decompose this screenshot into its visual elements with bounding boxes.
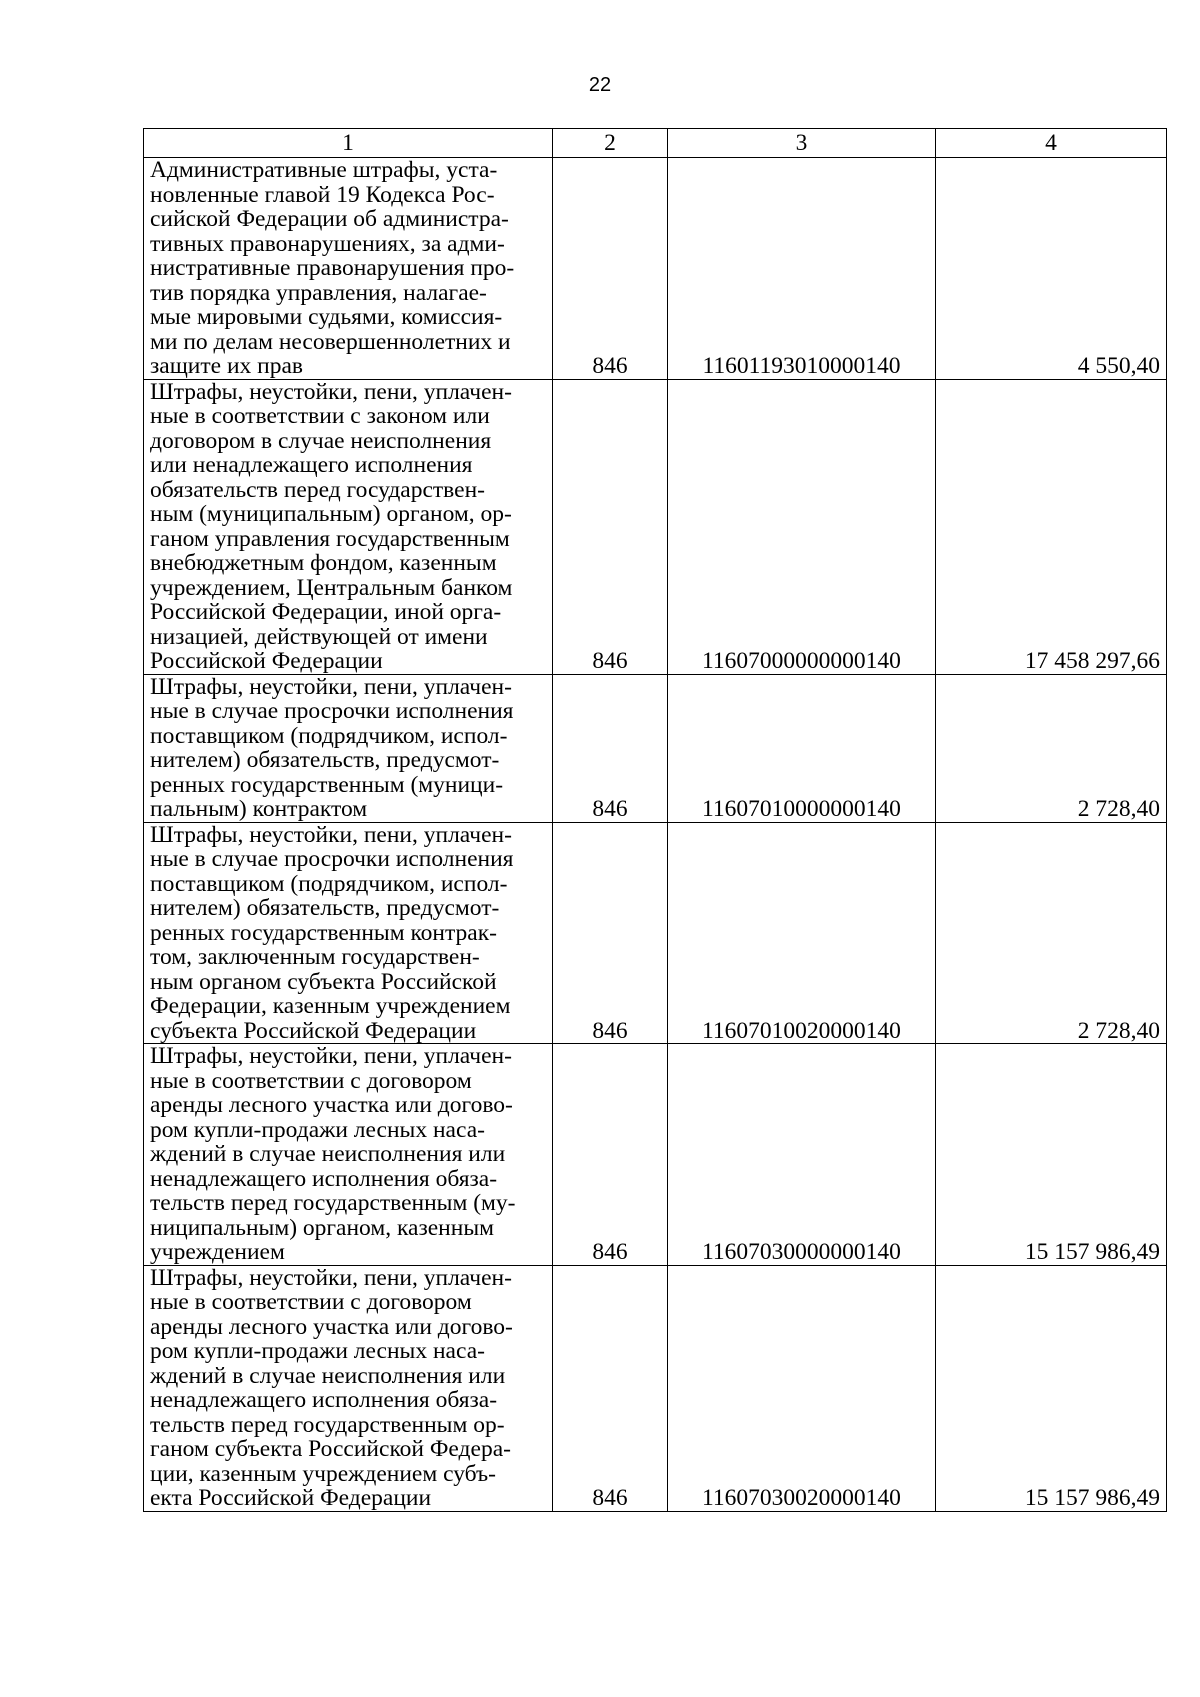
row-admin-code: 846 — [553, 379, 668, 674]
row-budget-code: 11607010000000140 — [668, 674, 936, 822]
row-admin-code: 846 — [553, 822, 668, 1044]
row-admin-code: 846 — [553, 1265, 668, 1511]
row-amount: 15 157 986,49 — [936, 1265, 1167, 1511]
row-description: Штрафы, неустойки, пени, уплачен- ные в соответствии с договором аренды лесного участка или догово- ром купли-продажи лесных наса- ждений в случае неисполнения или ненадлежащего исполнения обяза- тельств перед государственным ор- ганом субъекта Российской Федера- ции, казенным учреждением субъ- екта Российской Федерации — [144, 1265, 553, 1511]
table-row — [144, 1265, 1167, 1511]
row-budget-code: 11607030000000140 — [668, 1044, 936, 1266]
row-budget-code: 11601193010000140 — [668, 158, 936, 380]
row-amount: 17 458 297,66 — [936, 379, 1167, 674]
row-admin-code: 846 — [553, 674, 668, 822]
row-description: Штрафы, неустойки, пени, уплачен- ные в случае просрочки исполнения поставщиком (подрядчиком, испол- нителем) обязательств, предусмот- ренных государственным (муници- пальным) контрактом — [144, 674, 553, 822]
revenue-table — [143, 128, 1167, 1512]
row-amount: 2 728,40 — [936, 674, 1167, 822]
table-row — [144, 379, 1167, 674]
row-amount: 15 157 986,49 — [936, 1044, 1167, 1266]
table-row — [144, 822, 1167, 1044]
row-description: Административные штрафы, уста- новленные главой 19 Кодекса Рос- сийской Федерации об администра- тивных правонарушениях, за адми- нистративные правонарушения про- тив порядка управления, налагае- мые мировыми судьями, комиссия- ми по делам несовершеннолетних и защите их прав — [144, 158, 553, 380]
column-header-1: 1 — [144, 129, 553, 158]
column-header-2: 2 — [553, 129, 668, 158]
table-row — [144, 1044, 1167, 1266]
table-body — [144, 158, 1167, 1512]
page-number: 22 — [588, 74, 612, 96]
table-header — [144, 129, 1167, 158]
row-admin-code: 846 — [553, 158, 668, 380]
row-amount: 4 550,40 — [936, 158, 1167, 380]
column-header-4: 4 — [936, 129, 1167, 158]
row-budget-code: 11607030020000140 — [668, 1265, 936, 1511]
row-budget-code: 11607010020000140 — [668, 822, 936, 1044]
row-amount: 2 728,40 — [936, 822, 1167, 1044]
table-row — [144, 158, 1167, 380]
row-description: Штрафы, неустойки, пени, уплачен- ные в соответствии с законом или договором в случае неисполнения или ненадлежащего исполнения обязательств перед государствен- ным (муниципальным) органом, ор- ганом управления государственным внебюджетным фондом, казенным учреждением, Центральным банком Российской Федерации, иной орга- низацией, действующей от имени Российской Федерации — [144, 379, 553, 674]
row-description: Штрафы, неустойки, пени, уплачен- ные в случае просрочки исполнения поставщиком (подрядчиком, испол- нителем) обязательств, предусмот- ренных государственным контрак- том, заключенным государствен- ным органом субъекта Российской Федерации, казенным учреждением субъекта Российской Федерации — [144, 822, 553, 1044]
column-header-3: 3 — [668, 129, 936, 158]
row-description: Штрафы, неустойки, пени, уплачен- ные в соответствии с договором аренды лесного участка или догово- ром купли-продажи лесных наса- ждений в случае неисполнения или ненадлежащего исполнения обяза- тельств перед государственным (му- ниципальным) органом, казенным учреждением — [144, 1044, 553, 1266]
header-row — [144, 129, 1167, 158]
row-budget-code: 11607000000000140 — [668, 379, 936, 674]
table-row — [144, 674, 1167, 822]
row-admin-code: 846 — [553, 1044, 668, 1266]
